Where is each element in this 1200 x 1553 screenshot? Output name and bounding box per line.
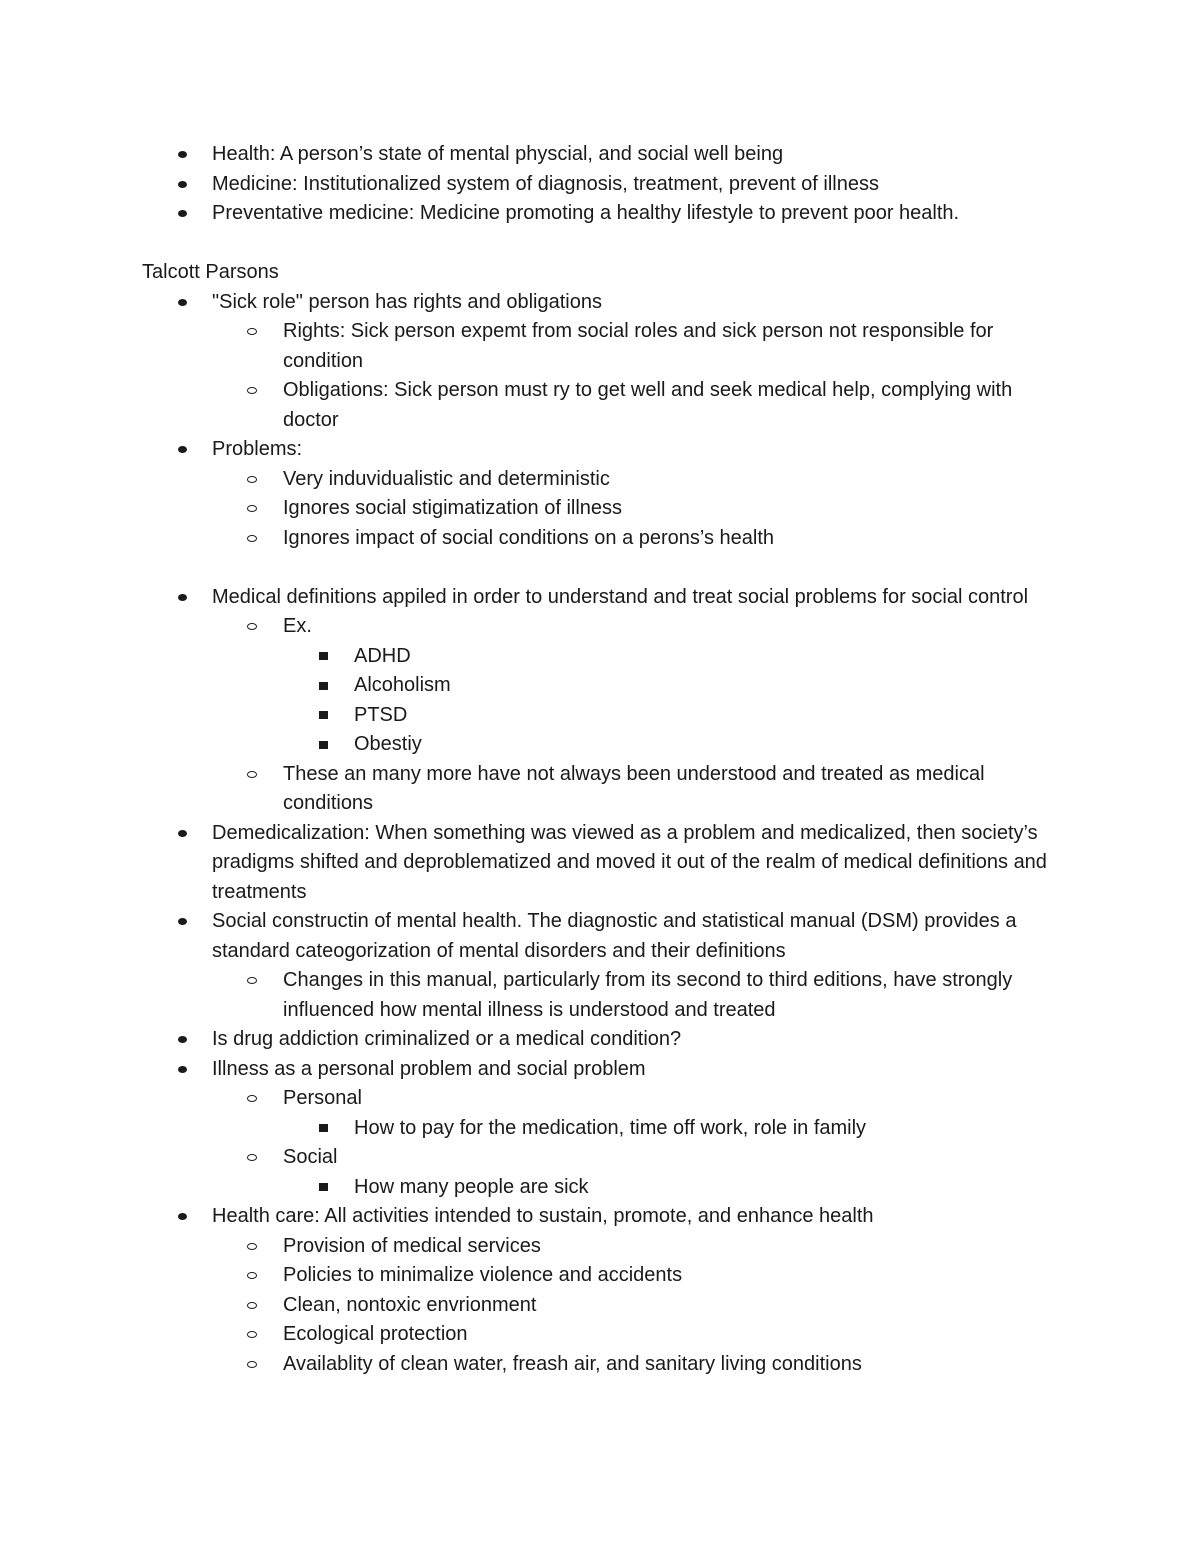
list-item (212, 494, 1062, 524)
example-item: ADHD (354, 644, 411, 667)
personal-label: Personal (283, 1087, 362, 1109)
list-item (212, 612, 1062, 760)
bullet-dot-icon (178, 819, 187, 849)
list-item (212, 1084, 1062, 1143)
list-item (212, 524, 1062, 554)
social-label: Social (283, 1146, 338, 1168)
list-item (142, 1025, 1062, 1055)
list-item (212, 376, 1062, 435)
list-item (283, 730, 1062, 760)
list-item (283, 642, 1062, 672)
problem-item: Very induvidualistic and deterministic (283, 467, 610, 490)
list-item (142, 1202, 1062, 1379)
list-item (212, 1232, 1062, 1262)
list-item (142, 1055, 1062, 1203)
bullet-dot-icon (178, 170, 187, 200)
bullet-circle-icon (247, 1143, 257, 1173)
bullet-square-icon (319, 1114, 328, 1144)
dsm-sublist (212, 966, 1062, 1025)
health-care-item: Policies to minimalize violence and accidents (283, 1264, 683, 1286)
personal-list (283, 1114, 1062, 1144)
list-item (212, 1261, 1062, 1291)
rights-text: Rights: Sick person expemt from social roles and sick person not responsible for condition (283, 320, 994, 372)
bullet-circle-icon (247, 612, 257, 642)
list-item (212, 1320, 1062, 1350)
spacer (142, 229, 1062, 259)
problems-text: Problems: (212, 438, 303, 460)
examples-list (283, 642, 1062, 760)
bullet-dot-icon (178, 435, 187, 465)
bullet-square-icon (319, 1173, 328, 1203)
health-care-text: Health care: All activities intended to sustain, promote, and enhance health (212, 1205, 874, 1227)
bullet-square-icon (319, 701, 328, 731)
example-item: Obestiy (354, 733, 422, 755)
main-list (142, 583, 1062, 1380)
dsm-sub-text: Changes in this manual, particularly from its second to third editions, have strongly influenced how mental illness is understood and treated (283, 969, 1013, 1021)
list-item (212, 1350, 1062, 1380)
example-item: Alcoholism (354, 674, 451, 696)
list-item (212, 1143, 1062, 1202)
notes-content (142, 140, 1062, 1379)
bullet-square-icon (319, 642, 328, 672)
list-item (283, 671, 1062, 701)
bullet-circle-icon (247, 465, 257, 495)
medicine-definition: Medicine: Institutionalized system of diagnosis, treatment, prevent of illness (212, 172, 879, 195)
medicalization-text: Medical definitions appiled in order to understand and treat social problems for social control (212, 585, 1029, 608)
bullet-dot-icon (178, 907, 187, 937)
health-care-item: Provision of medical services (283, 1234, 541, 1257)
medicalization-sublist (212, 612, 1062, 819)
social-item: How many people are sick (354, 1175, 589, 1198)
bullet-dot-icon (178, 140, 187, 170)
bullet-square-icon (319, 671, 328, 701)
list-item (142, 288, 1062, 436)
list-item (142, 140, 1062, 170)
ex-label: Ex. (283, 615, 312, 637)
health-care-item: Availablity of clean water, freash air, and sanitary living conditions (283, 1352, 862, 1375)
list-item (212, 465, 1062, 495)
bullet-circle-icon (247, 1291, 257, 1321)
bullet-circle-icon (247, 1320, 257, 1350)
health-care-item: Ecological protection (283, 1323, 468, 1345)
list-item (283, 1114, 1062, 1144)
problem-item: Ignores impact of social conditions on a perons’s health (283, 526, 775, 549)
bullet-dot-icon (178, 1025, 187, 1055)
list-item (212, 317, 1062, 376)
parsons-list (142, 288, 1062, 554)
medicalization-note: These an many more have not always been understood and treated as medical conditions (283, 762, 985, 814)
health-care-item: Clean, nontoxic envrionment (283, 1293, 537, 1316)
list-item (283, 1173, 1062, 1203)
example-item: PTSD (354, 703, 408, 726)
bullet-dot-icon (178, 1202, 187, 1232)
obligations-text: Obligations: Sick person must ry to get well and seek medical help, complying with doctor (283, 379, 1013, 431)
health-care-sublist (212, 1232, 1062, 1380)
list-item (142, 819, 1062, 908)
bullet-circle-icon (247, 966, 257, 996)
list-item (212, 1291, 1062, 1321)
bullet-circle-icon (247, 1084, 257, 1114)
bullet-circle-icon (247, 524, 257, 554)
sick-role-text: "Sick role" person has rights and obligations (212, 290, 602, 313)
bullet-circle-icon (247, 1350, 257, 1380)
bullet-dot-icon (178, 1055, 187, 1085)
problems-sublist (212, 465, 1062, 554)
problem-item: Ignores social stigimatization of illness (283, 497, 623, 519)
bullet-circle-icon (247, 760, 257, 790)
sick-role-sublist (212, 317, 1062, 435)
list-item (142, 170, 1062, 200)
personal-item: How to pay for the medication, time off work, role in family (354, 1116, 867, 1139)
section-heading-parsons: Talcott Parsons (142, 261, 279, 283)
social-list (283, 1173, 1062, 1203)
health-definition: Health: A person’s state of mental physcial, and social well being (212, 143, 784, 165)
preventative-medicine-definition: Preventative medicine: Medicine promoting a healthy lifestyle to prevent poor health. (212, 202, 960, 224)
bullet-circle-icon (247, 317, 257, 347)
list-item (142, 907, 1062, 1025)
bullet-circle-icon (247, 376, 257, 406)
illness-text: Illness as a personal problem and social problem (212, 1057, 646, 1080)
bullet-square-icon (319, 730, 328, 760)
list-item (142, 199, 1062, 229)
list-item (212, 760, 1062, 819)
drug-question-text: Is drug addiction criminalized or a medical condition? (212, 1028, 682, 1050)
bullet-circle-icon (247, 1261, 257, 1291)
bullet-dot-icon (178, 288, 187, 318)
bullet-circle-icon (247, 1232, 257, 1262)
list-item (283, 701, 1062, 731)
list-item (142, 435, 1062, 553)
bullet-dot-icon (178, 199, 187, 229)
intro-list (142, 140, 1062, 229)
dsm-text: Social constructin of mental health. The diagnostic and statistical manual (DSM) provides a standard cateogorization of mental disorders and their definitions (212, 910, 1017, 962)
bullet-dot-icon (178, 583, 187, 613)
list-item (212, 966, 1062, 1025)
demedicalization-text: Demedicalization: When something was viewed as a problem and medicalized, then society’s pradigms shifted and deproblematized and moved it out of the realm of medical definitions and treatments (212, 821, 1047, 903)
spacer (142, 553, 1062, 583)
illness-sublist (212, 1084, 1062, 1202)
bullet-circle-icon (247, 494, 257, 524)
list-item (142, 583, 1062, 819)
